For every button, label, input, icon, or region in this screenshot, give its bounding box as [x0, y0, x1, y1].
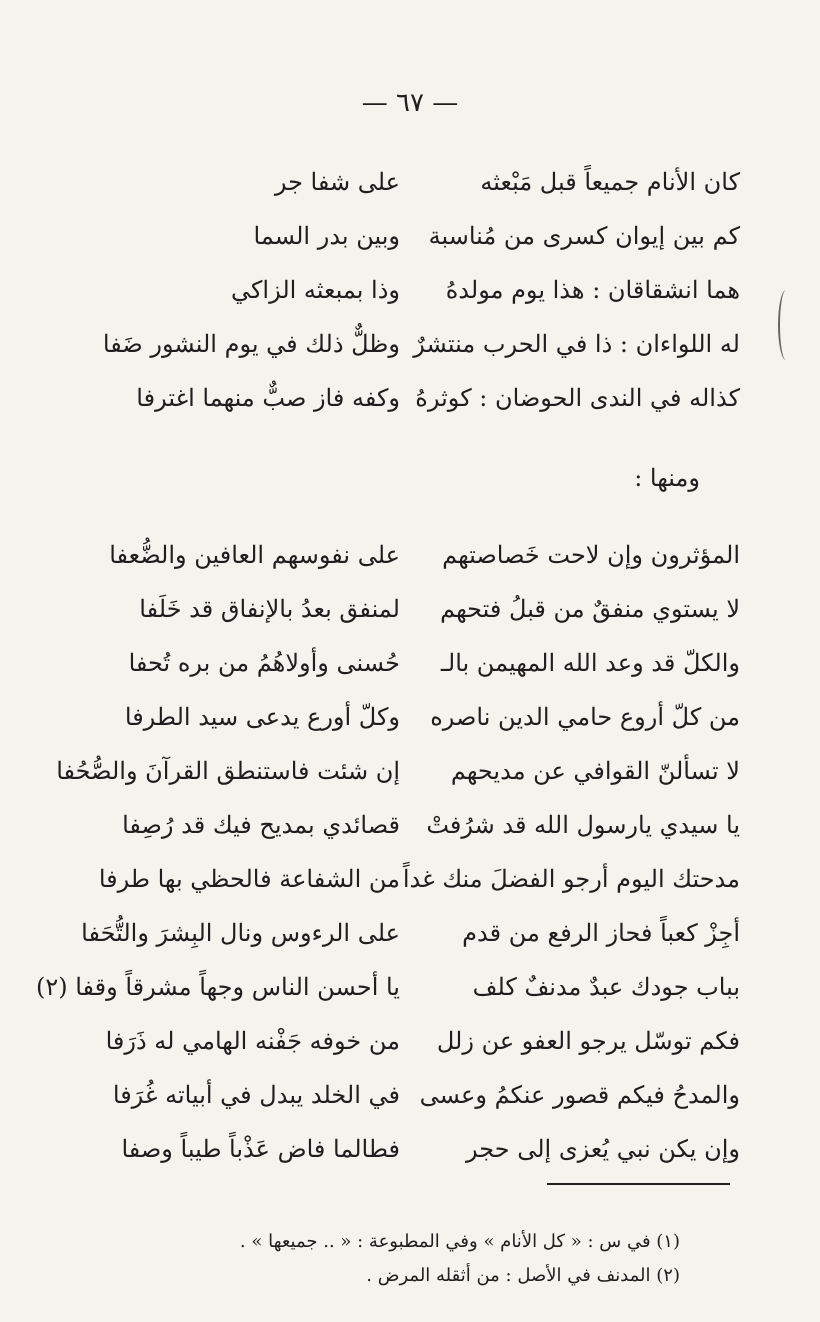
verse-line [0, 582, 820, 636]
verse-first-hemistich: كذاله في الندى الحوضان : كوثرهُ [415, 384, 740, 412]
verse-second-hemistich: وبين بدر السما [253, 222, 400, 250]
verse-second-hemistich: على شفا جر [274, 168, 400, 196]
verse-first-hemistich: لا يستوي منفقٌ من قبلُ فتحهم [440, 595, 740, 623]
verse-second-hemistich: لمنفق بعدُ بالإنفاق قد خَلَفا [139, 595, 400, 623]
verse-second-hemistich: قصائدي بمديح فيك قد رُصِفا [122, 811, 400, 839]
verse-line [0, 1014, 820, 1068]
verse-first-hemistich: فكم توسّل يرجو العفو عن زلل [436, 1027, 740, 1055]
verse-line [0, 636, 820, 690]
verse-first-hemistich: كان الأنام جميعاً قبل مَبْعثه [480, 168, 740, 196]
verse-line [0, 317, 820, 371]
verse-first-hemistich: لا تسألنّ القوافي عن مديحهم [450, 757, 740, 785]
poem-section-1 [0, 155, 820, 425]
verse-second-hemistich: وكلّ أورع يدعى سيد الطرفا [124, 703, 400, 731]
footnote-1: (١) في س : « كل الأنام » وفي المطبوعة : « .. جميعها » . [239, 1231, 680, 1252]
verse-line [0, 960, 820, 1014]
footnote-2: (٢) المدنف في الأصل : من أثقله المرض . [366, 1265, 680, 1286]
section-heading: ومنها : [634, 464, 700, 492]
verse-first-hemistich: مدحتك اليوم أرجو الفضلَ منك غداً [402, 865, 740, 893]
verse-first-hemistich: له اللواءان : ذا في الحرب منتشرٌ [413, 330, 740, 358]
verse-first-hemistich: من كلّ أروع حامي الدين ناصره [430, 703, 740, 731]
verse-line [0, 798, 820, 852]
verse-line [0, 1122, 820, 1176]
verse-first-hemistich: وإن يكن نبي يُعزى إلى حجر [466, 1135, 740, 1163]
verse-first-hemistich: هما انشقاقان : هذا يوم مولدهُ [445, 276, 740, 304]
verse-first-hemistich: أجِزْ كعباً فحاز الرفع من قدم [462, 919, 740, 947]
verse-second-hemistich: يا أحسن الناس وجهاً مشرقاً وقفا (٢) [35, 973, 400, 1001]
poem-section-2 [0, 528, 820, 1176]
verse-line [0, 263, 820, 317]
verse-second-hemistich: على الرءوس ونال البِشرَ والتُّحَفا [81, 919, 400, 947]
verse-line [0, 155, 820, 209]
verse-first-hemistich: كم بين إيوان كسرى من مُناسبة [428, 222, 740, 250]
verse-second-hemistich: فطالما فاض عَذْباً طيباً وصفا [121, 1135, 400, 1163]
verse-first-hemistich: يا سيدي يارسول الله قد شرُفتْ [426, 811, 740, 839]
verse-line [0, 744, 820, 798]
verse-second-hemistich: وذا بمبعثه الزاكي [230, 276, 400, 304]
verse-line [0, 906, 820, 960]
verse-first-hemistich: والكلّ قد وعد الله المهيمن بالـ [440, 649, 740, 677]
footnote-separator [547, 1183, 730, 1185]
verse-second-hemistich: حُسنى وأولاهُمُ من بره تُحفا [128, 649, 400, 677]
verse-line [0, 371, 820, 425]
verse-line [0, 528, 820, 582]
verse-first-hemistich: المؤثرون وإن لاحت خَصاصتهم [442, 541, 740, 569]
verse-line [0, 852, 820, 906]
verse-second-hemistich: من خوفه جَفْنه الهامي له ذَرَفا [105, 1027, 400, 1055]
verse-second-hemistich: وكفه فاز صبٌّ منهما اغترفا [136, 384, 400, 412]
verse-line [0, 209, 820, 263]
footnotes [60, 1225, 680, 1293]
verse-second-hemistich: من الشفاعة فالحظي بها طرفا [98, 865, 400, 893]
verse-line [0, 1068, 820, 1122]
verse-second-hemistich: على نفوسهم العافين والضُّعفا [109, 541, 400, 569]
verse-first-hemistich: بباب جودك عبدٌ مدنفٌ كلف [472, 973, 740, 1001]
verse-second-hemistich: وظلٌّ ذلك في يوم النشور ضَفا [102, 330, 400, 358]
page-number: — ٦٧ — [361, 88, 459, 118]
verse-second-hemistich: في الخلد يبدل في أبياته غُرَفا [112, 1081, 400, 1109]
verse-first-hemistich: والمدحُ فيكم قصور عنكمُ وعسى [419, 1081, 740, 1109]
verse-line [0, 690, 820, 744]
verse-second-hemistich: إن شئت فاستنطق القرآنَ والصُّحُفا [56, 757, 400, 785]
